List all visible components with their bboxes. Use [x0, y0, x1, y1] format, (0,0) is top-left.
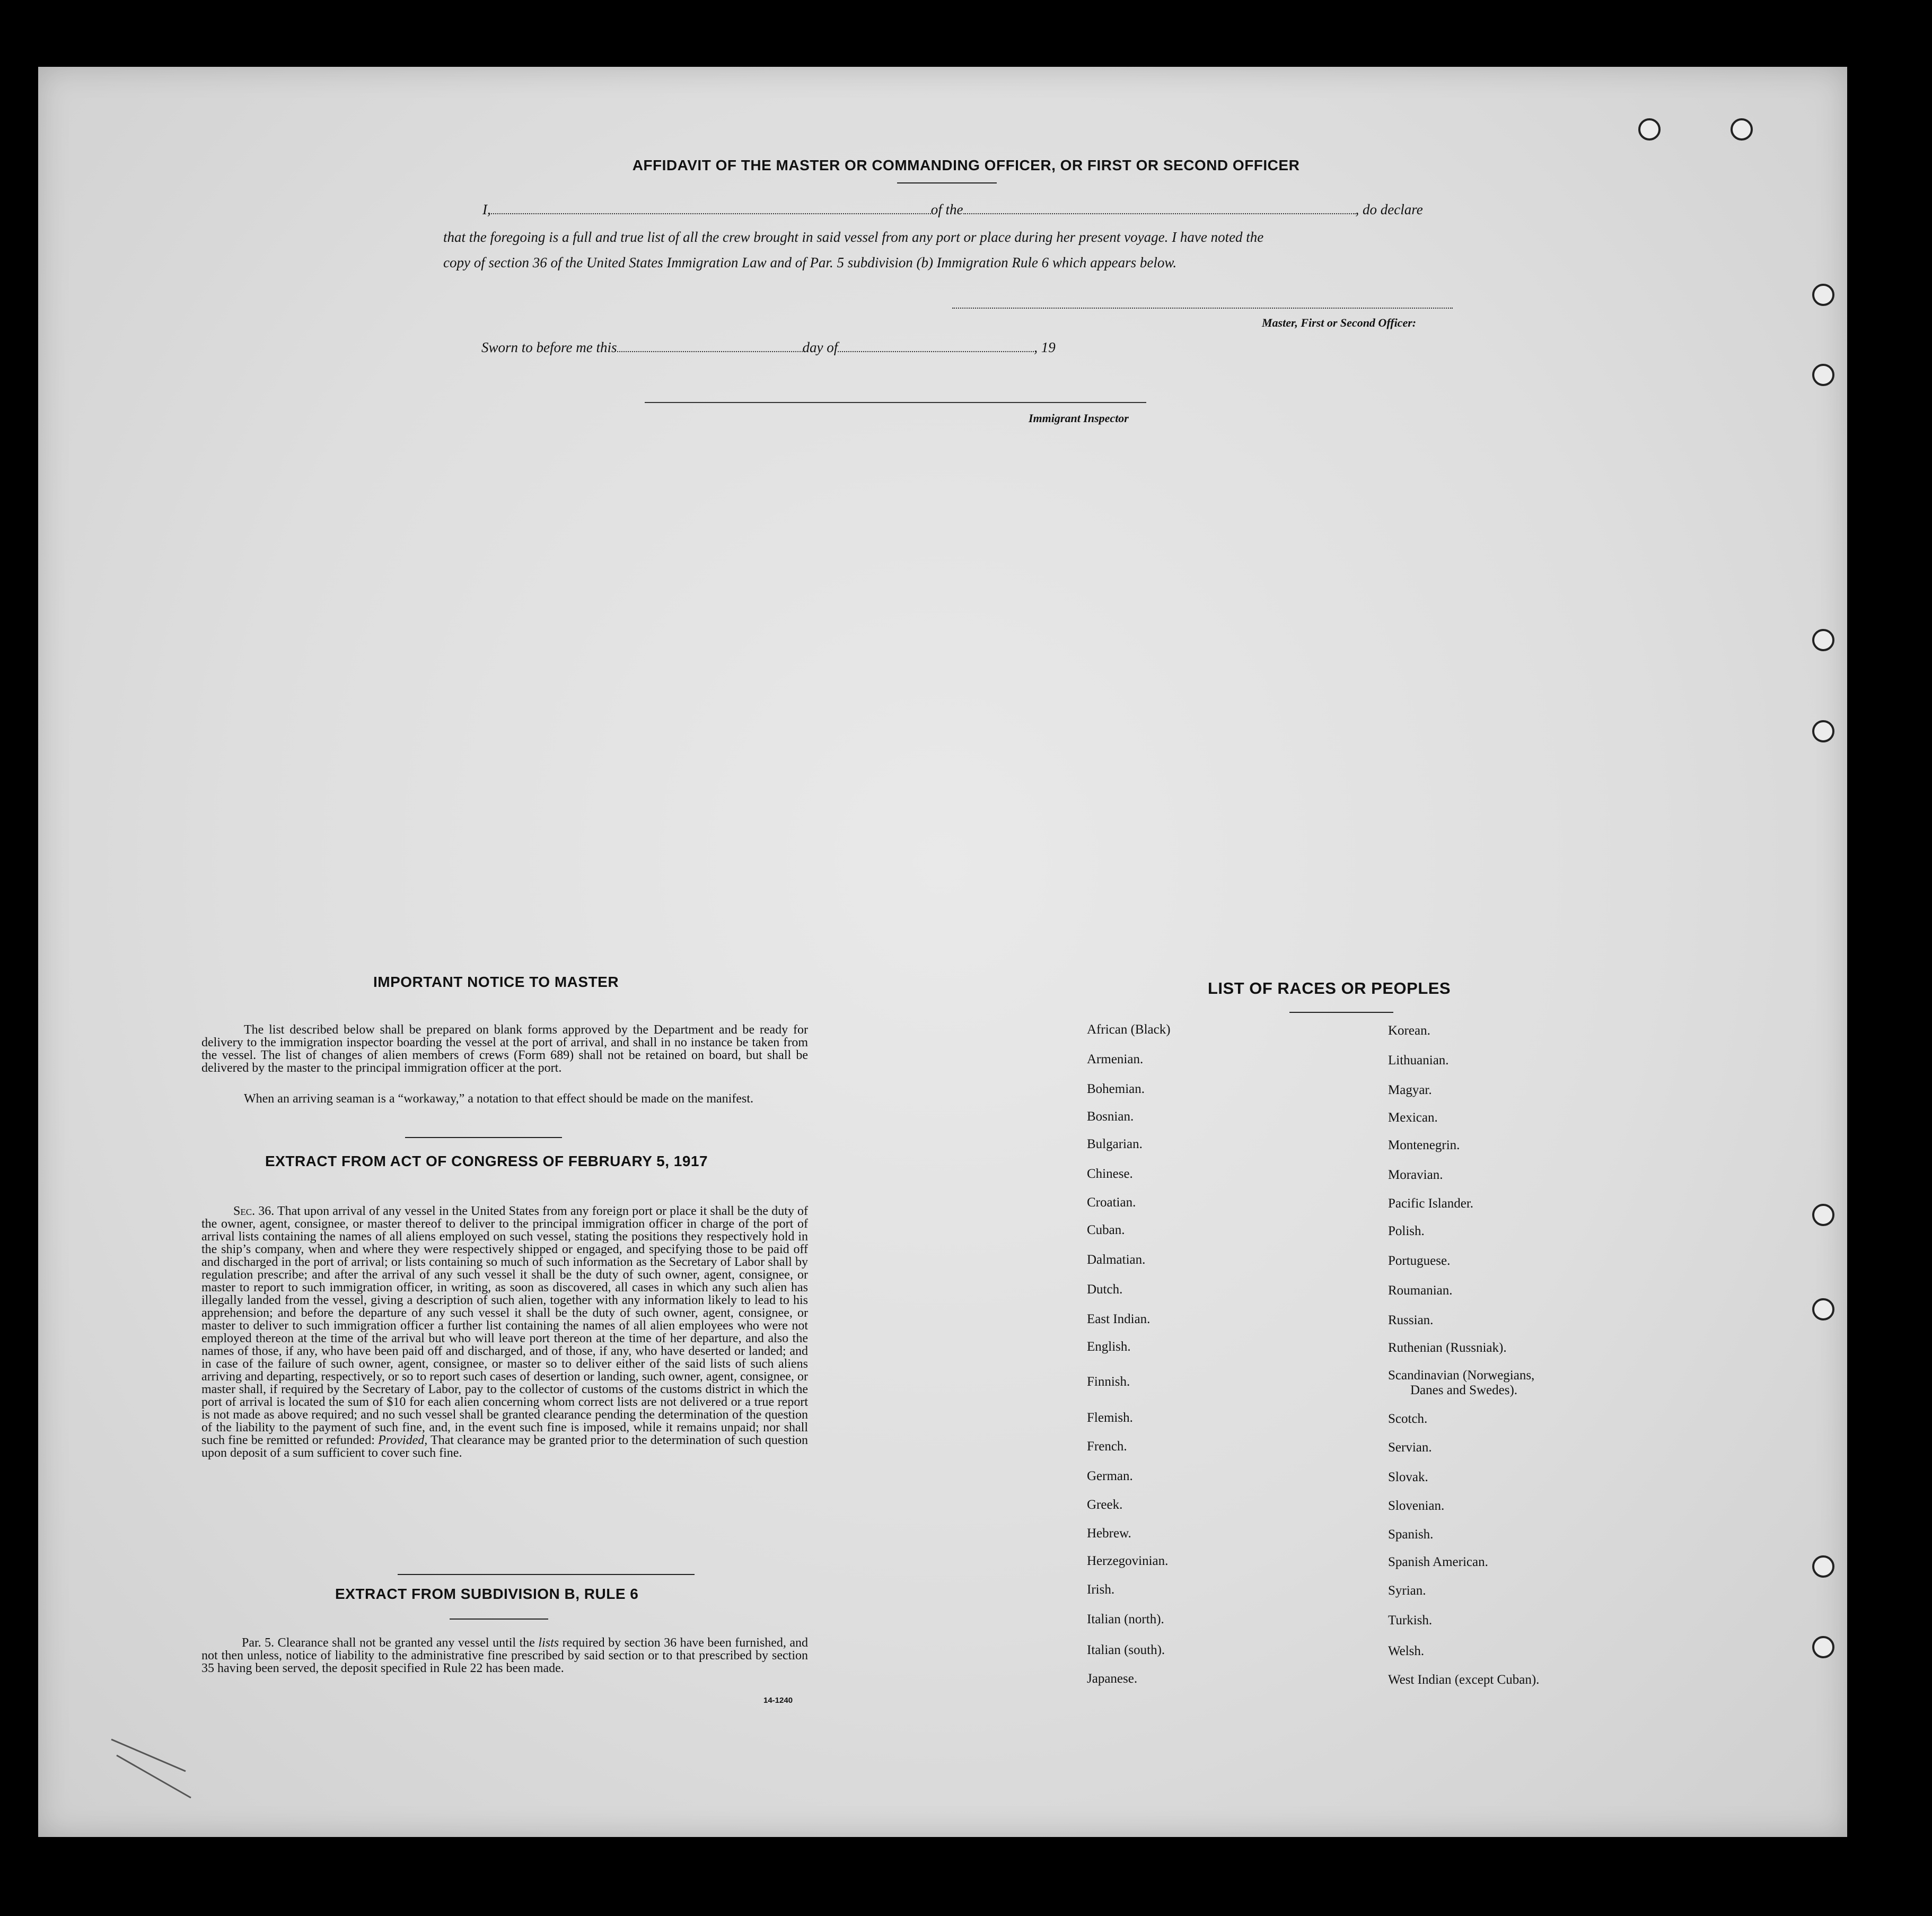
race-left: East Indian.: [1087, 1312, 1151, 1326]
rule-title: EXTRACT FROM SUBDIVISION B, RULE 6: [335, 1586, 639, 1602]
race-left: Flemish.: [1087, 1411, 1133, 1425]
race-right: Portuguese.: [1388, 1254, 1451, 1268]
race-left: Croatian.: [1087, 1195, 1136, 1210]
rule-text-a: Par. 5. Clearance shall not be granted any vessel until the: [242, 1636, 535, 1650]
race-left: Bulgarian.: [1087, 1137, 1143, 1151]
race-right: Slovenian.: [1388, 1499, 1445, 1513]
sworn-day-field[interactable]: [617, 342, 803, 352]
race-left: Japanese.: [1087, 1672, 1138, 1686]
race-left: Italian (north).: [1087, 1612, 1164, 1626]
master-signature-line[interactable]: [952, 308, 1453, 309]
race-right: Syrian.: [1388, 1583, 1426, 1598]
races-title: LIST OF RACES OR PEOPLES: [1208, 979, 1451, 998]
affidavit-title-underline: [897, 182, 997, 183]
race-left: English.: [1087, 1340, 1131, 1354]
binder-hole-1: [1638, 118, 1661, 141]
race-right: Scotch.: [1388, 1412, 1428, 1426]
race-left: African (Black): [1087, 1022, 1171, 1037]
inspector-label: Immigrant Inspector: [1029, 412, 1129, 425]
rule-lists-word: lists: [538, 1636, 559, 1650]
race-right: Turkish.: [1388, 1613, 1433, 1628]
act-text-part-1: That upon arrival of any vessel in the United States from any foreign port or place it shall be the duty of the owner, agent, consignee, or master thereof to deliver to the principal immigration officer in charge of the port of arrival lists containing the names of all aliens employed on such vessel, stating the positions they respectively hold in the ship’s company, when and where they were respectively shipped or engaged, and specifying those to be paid off and discharged in the port of arrival; or lists containing so much of such information as the Secretary of Labor shall by regulation prescribe; and after the arrival of any such vessel it shall be the duty of such owner, agent, consignee, or master to report to such immigration officer, in writing, as soon as discovered, all cases in which any such alien has illegally landed from the vessel, giving a description of such alien, together with any information likely to lead to his apprehension; and before the departure of any such vessel it shall be the duty of such owner, agent, consignee, or master to deliver to such immigration officer a further list containing the names of all alien employees who were not employed thereon at the time of the arrival but who will leave port thereon at the time of her departure, and also the names of those, if any, who have been paid off and discharged, and of those, if any, who have deserted or landed; and in case of the failure of such owner, agent, consignee, or master so to deliver either of the said lists of such aliens arriving and departing, respectively, or so to report such cases of desertion or landing, such owner, agent, consignee, or master shall, if required by the Secretary of Labor, pay to the collector of customs of the customs district in which the port of arrival is located the sum of $10 for each alien concerning whom correct lists are not delivered or a true report is not made as above required; and no such vessel shall be granted clearance pending the determination of the question of the liability to the payment of such fine, and, in the event such fine is imposed, while it remains unpaid; nor shall such fine be remitted or refunded:: [201, 1204, 808, 1447]
vessel-field[interactable]: [963, 204, 1356, 214]
binder-hole-5: [1812, 629, 1834, 651]
race-left: German.: [1087, 1469, 1133, 1483]
race-right: Spanish American.: [1388, 1555, 1488, 1569]
race-right: Scandinavian (Norwegians,: [1388, 1368, 1535, 1383]
notice-title: IMPORTANT NOTICE TO MASTER: [373, 974, 619, 990]
race-left: Bohemian.: [1087, 1082, 1145, 1096]
affidavit-declare-label: , do declare: [1355, 202, 1423, 217]
act-title: EXTRACT FROM ACT OF CONGRESS OF FEBRUARY 5, 1917: [265, 1153, 708, 1169]
document-page: [38, 67, 1847, 1837]
race-right: Welsh.: [1388, 1644, 1425, 1658]
notice-para-2: When an arriving seaman is a “workaway,” a notation to that effect should be made on the manifest.: [244, 1092, 753, 1106]
race-right: Russian.: [1388, 1313, 1434, 1327]
binder-hole-4: [1812, 364, 1834, 386]
year-label: , 19: [1034, 339, 1056, 355]
binder-hole-8: [1812, 1298, 1834, 1320]
rule-text: [201, 1637, 808, 1675]
race-right: Magyar.: [1388, 1083, 1432, 1097]
race-right: Spanish.: [1388, 1527, 1434, 1542]
name-field[interactable]: [491, 204, 931, 214]
binder-hole-10: [1812, 1636, 1834, 1658]
race-left: Bosnian.: [1087, 1109, 1134, 1124]
notice-divider: [405, 1137, 562, 1138]
rule-text-b: required by section 36 have been furnished, and not then unless, notice of liability to the administrative fine prescribed by said section or to that prescribed by section 35 having been served, the deposit specified in Rule 22 has been made.: [201, 1636, 809, 1675]
race-left: Dutch.: [1087, 1282, 1123, 1297]
affidavit-title: AFFIDAVIT OF THE MASTER OR COMMANDING OFFICER, OR FIRST OR SECOND OFFICER: [632, 157, 1300, 173]
race-left: Chinese.: [1087, 1167, 1133, 1181]
race-right: Pacific Islander.: [1388, 1196, 1474, 1211]
binder-hole-9: [1812, 1555, 1834, 1578]
race-right: Polish.: [1388, 1224, 1425, 1238]
act-divider: [398, 1574, 695, 1575]
binder-hole-6: [1812, 720, 1834, 742]
master-signature-label: Master, First or Second Officer:: [1262, 316, 1417, 329]
affidavit-line-1: [482, 202, 1423, 218]
race-right: Mexican.: [1388, 1110, 1438, 1125]
race-right: Lithuanian.: [1388, 1053, 1449, 1068]
act-text: [201, 1205, 808, 1459]
race-right: Slovak.: [1388, 1470, 1428, 1484]
binder-hole-3: [1812, 284, 1834, 306]
races-title-underline: [1289, 1012, 1393, 1013]
race-left: Dalmatian.: [1087, 1253, 1146, 1267]
inspector-signature-line[interactable]: [645, 402, 1146, 403]
form-number: 14-1240: [763, 1696, 793, 1705]
rule-title-underline: [450, 1618, 548, 1620]
race-left: Armenian.: [1087, 1052, 1144, 1066]
race-right: West Indian (except Cuban).: [1388, 1673, 1540, 1687]
act-section-label: Sec. 36.: [233, 1204, 275, 1218]
binder-hole-7: [1812, 1204, 1834, 1226]
race-left: Italian (south).: [1087, 1643, 1165, 1657]
affidavit-of-the-label: of the: [930, 202, 963, 217]
notice-para-1: The list described below shall be prepared on blank forms approved by the Department and be ready for delivery to the immigration inspector boarding the vessel at the port of arrival, and shall in no instance be taken from the vessel. The list of changes of alien members of crews (Form 689) shall not be retained on board, but shall be delivered by the master to the principal immigration officer at the port.: [201, 1023, 808, 1075]
race-left: Finnish.: [1087, 1375, 1130, 1389]
race-right-cont: Danes and Swedes).: [1410, 1383, 1518, 1397]
act-text-part-2: That clearance may be granted prior to the determination of such question upon deposit of a sum sufficient to cover such fine.: [201, 1433, 809, 1460]
scratch-marks: [106, 1718, 212, 1814]
affidavit-line-2: that the foregoing is a full and true list of all the crew brought in said vessel from any port or place during her present voyage. I have noted the: [443, 229, 1264, 245]
race-right: Montenegrin.: [1388, 1138, 1460, 1152]
race-left: Cuban.: [1087, 1223, 1125, 1237]
race-right: Ruthenian (Russniak).: [1388, 1341, 1507, 1355]
day-of-label: day of: [802, 339, 838, 355]
race-right: Roumanian.: [1388, 1283, 1453, 1298]
sworn-month-field[interactable]: [838, 342, 1034, 352]
affidavit-i-label: I,: [482, 202, 491, 217]
race-right: Korean.: [1388, 1023, 1430, 1038]
sworn-line: [481, 339, 1056, 356]
binder-hole-2: [1731, 118, 1753, 141]
race-right: Servian.: [1388, 1440, 1432, 1455]
race-right: Moravian.: [1388, 1168, 1443, 1182]
race-left: Herzegovinian.: [1087, 1554, 1169, 1568]
race-left: French.: [1087, 1439, 1127, 1454]
affidavit-line-3: copy of section 36 of the United States Immigration Law and of Par. 5 subdivision (b) Immigration Rule 6 which appears below.: [443, 255, 1177, 270]
race-left: Irish.: [1087, 1582, 1115, 1597]
sworn-label: Sworn to before me this: [481, 339, 617, 355]
race-left: Hebrew.: [1087, 1526, 1131, 1541]
act-provided: Provided,: [378, 1433, 428, 1447]
race-left: Greek.: [1087, 1498, 1123, 1512]
